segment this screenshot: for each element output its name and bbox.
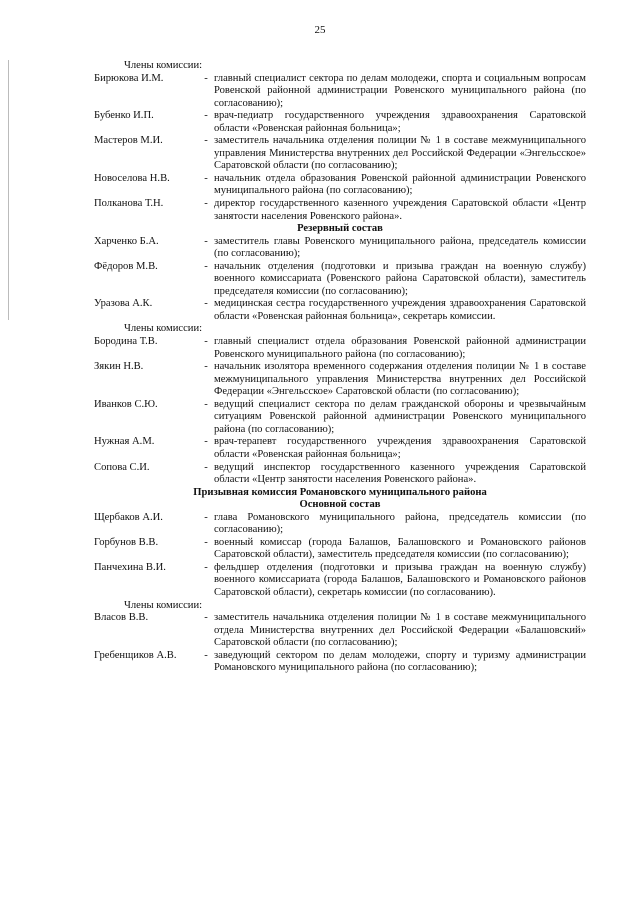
member-row — [94, 261, 586, 299]
member-position: ведущий инспектор государственного казенного учреждения Саратовской области «Центр занятости населения Ровенского района». — [214, 461, 586, 486]
member-row — [94, 462, 586, 487]
dash-separator: - — [204, 110, 208, 122]
member-row — [94, 173, 586, 198]
member-name: Панчехина В.И. — [94, 561, 166, 573]
members-label: Члены комиссии: — [124, 323, 203, 335]
member-position: фельдшер отделения (подготовки и призыва граждан на военную службу) военного комиссариата (города Балашов, Балашовского и Романовского районов Саратовской области), секретарь комиссии (по согласованию). — [214, 561, 586, 598]
member-name: Бородина Т.В. — [94, 336, 158, 348]
member-name: Бубенко И.П. — [94, 110, 154, 122]
dash-separator: - — [204, 72, 208, 84]
member-position: заведующий сектором по делам молодежи, спорту и туризму администрации Романовского муниципального района (по согласованию); — [214, 649, 586, 674]
member-name: Новоселова Н.В. — [94, 172, 170, 184]
member-position: ведущий специалист сектора по делам гражданской обороны и чрезвычайным ситуациям Ровенской районной администрации Ровенского муниципального района (по согласованию); — [214, 398, 586, 435]
dash-separator: - — [204, 511, 208, 523]
scan-margin-line — [8, 60, 9, 320]
member-position: начальник отделения (подготовки и призыва граждан на военную службу) военного комиссариата (Ровенского района Саратовской области), заместитель председателя комиссии (по согласованию); — [214, 260, 586, 297]
member-position: начальник отдела образования Ровенской районной администрации Ровенского муниципального района (по согласованию); — [214, 172, 586, 197]
member-row — [94, 361, 586, 399]
member-name: Харченко Б.А. — [94, 235, 159, 247]
member-name: Сопова С.И. — [94, 461, 150, 473]
member-name: Мастеров М.И. — [94, 135, 163, 147]
member-name: Горбунов В.В. — [94, 536, 159, 548]
member-name: Зякин Н.В. — [94, 361, 144, 373]
member-name: Власов В.В. — [94, 612, 149, 624]
members-label: Члены комиссии: — [124, 60, 203, 71]
member-position: заместитель главы Ровенского муниципального района, председатель комиссии (по согласованию); — [214, 235, 586, 260]
dash-separator: - — [204, 361, 208, 373]
member-position: врач-терапевт государственного учреждения здравоохранения Саратовской области «Ровенская районная больница»; — [214, 436, 586, 460]
member-row — [94, 436, 586, 461]
section-title: Резервный состав — [297, 223, 383, 235]
member-name: Уразова А.К. — [94, 298, 153, 310]
section-title: Призывная комиссия Романовского муниципального района — [193, 486, 487, 498]
member-position: главный специалист отдела образования Ровенской районной администрации Ровенского муниципального района (по согласованию); — [214, 336, 586, 360]
dash-separator: - — [204, 612, 208, 624]
member-row — [94, 236, 586, 261]
member-position: главный специалист сектора по делам молодежи, спорта и социальным вопросам Ровенской районной администрации Ровенского муниципального района (по согласованию); — [214, 72, 586, 109]
member-row — [94, 298, 586, 323]
commission-list — [94, 60, 586, 675]
member-row — [94, 562, 586, 600]
dash-separator: - — [204, 436, 208, 448]
dash-separator: - — [204, 198, 208, 210]
member-row — [94, 198, 586, 223]
member-name: Гребенщиков А.В. — [94, 649, 177, 661]
member-row — [94, 73, 586, 111]
dash-separator: - — [204, 135, 208, 147]
dash-separator: - — [204, 172, 208, 184]
member-name: Иванков С.Ю. — [94, 398, 158, 410]
dash-separator: - — [204, 649, 208, 661]
dash-separator: - — [204, 260, 208, 272]
dash-separator: - — [204, 398, 208, 410]
member-row — [94, 512, 586, 537]
member-position: врач-педиатр государственного учреждения здравоохранения Саратовской области «Ровенская районная больница»; — [214, 110, 586, 134]
member-position: начальник изолятора временного содержания отделения полиции № 1 в составе межмуниципального управления Министерства внутренних дел Российской Федерации «Энгельсское» Саратовской области (по согласованию); — [214, 361, 586, 398]
member-row — [94, 612, 586, 650]
member-position: глава Романовского муниципального района, председатель комиссии (по согласованию); — [214, 511, 586, 536]
page-number: 25 — [314, 24, 326, 36]
dash-separator: - — [204, 561, 208, 573]
member-position: военный комиссар (города Балашов, Балашовского и Романовского районов Саратовской области), заместитель председателя комиссии (по согласованию); — [214, 536, 586, 561]
member-position: медицинская сестра государственного учреждения здравоохранения Саратовской области «Ровенская районная больница», секретарь комиссии. — [214, 298, 586, 322]
dash-separator: - — [204, 536, 208, 548]
member-position: заместитель начальника отделения полиции № 1 в составе межмуниципального отдела Министерства внутренних дел Российской Федерации «Балашовский» Саратовской области (по согласованию); — [214, 612, 586, 649]
members-label: Члены комиссии: — [124, 599, 203, 611]
dash-separator: - — [204, 298, 208, 310]
member-name: Щербаков А.И. — [94, 511, 163, 523]
member-row — [94, 399, 586, 437]
member-row — [94, 537, 586, 562]
member-position: заместитель начальника отделения полиции № 1 в составе межмуниципального управления Министерства внутренних дел Российской Федерации «Энгельсское» Саратовской области (по согласованию); — [214, 135, 586, 172]
section-title: Основной состав — [299, 499, 381, 511]
member-row — [94, 650, 586, 675]
dash-separator: - — [204, 336, 208, 348]
member-position: директор государственного казенного учреждения Саратовской области «Центр занятости населения Ровенского района». — [214, 198, 586, 222]
member-name: Бирюкова И.М. — [94, 72, 164, 84]
dash-separator: - — [204, 461, 208, 473]
member-name: Фёдоров М.В. — [94, 260, 158, 272]
member-name: Полканова Т.Н. — [94, 198, 164, 210]
dash-separator: - — [204, 235, 208, 247]
member-row — [94, 135, 586, 173]
member-name: Нужная А.М. — [94, 436, 155, 448]
member-row — [94, 336, 586, 361]
member-row — [94, 110, 586, 135]
